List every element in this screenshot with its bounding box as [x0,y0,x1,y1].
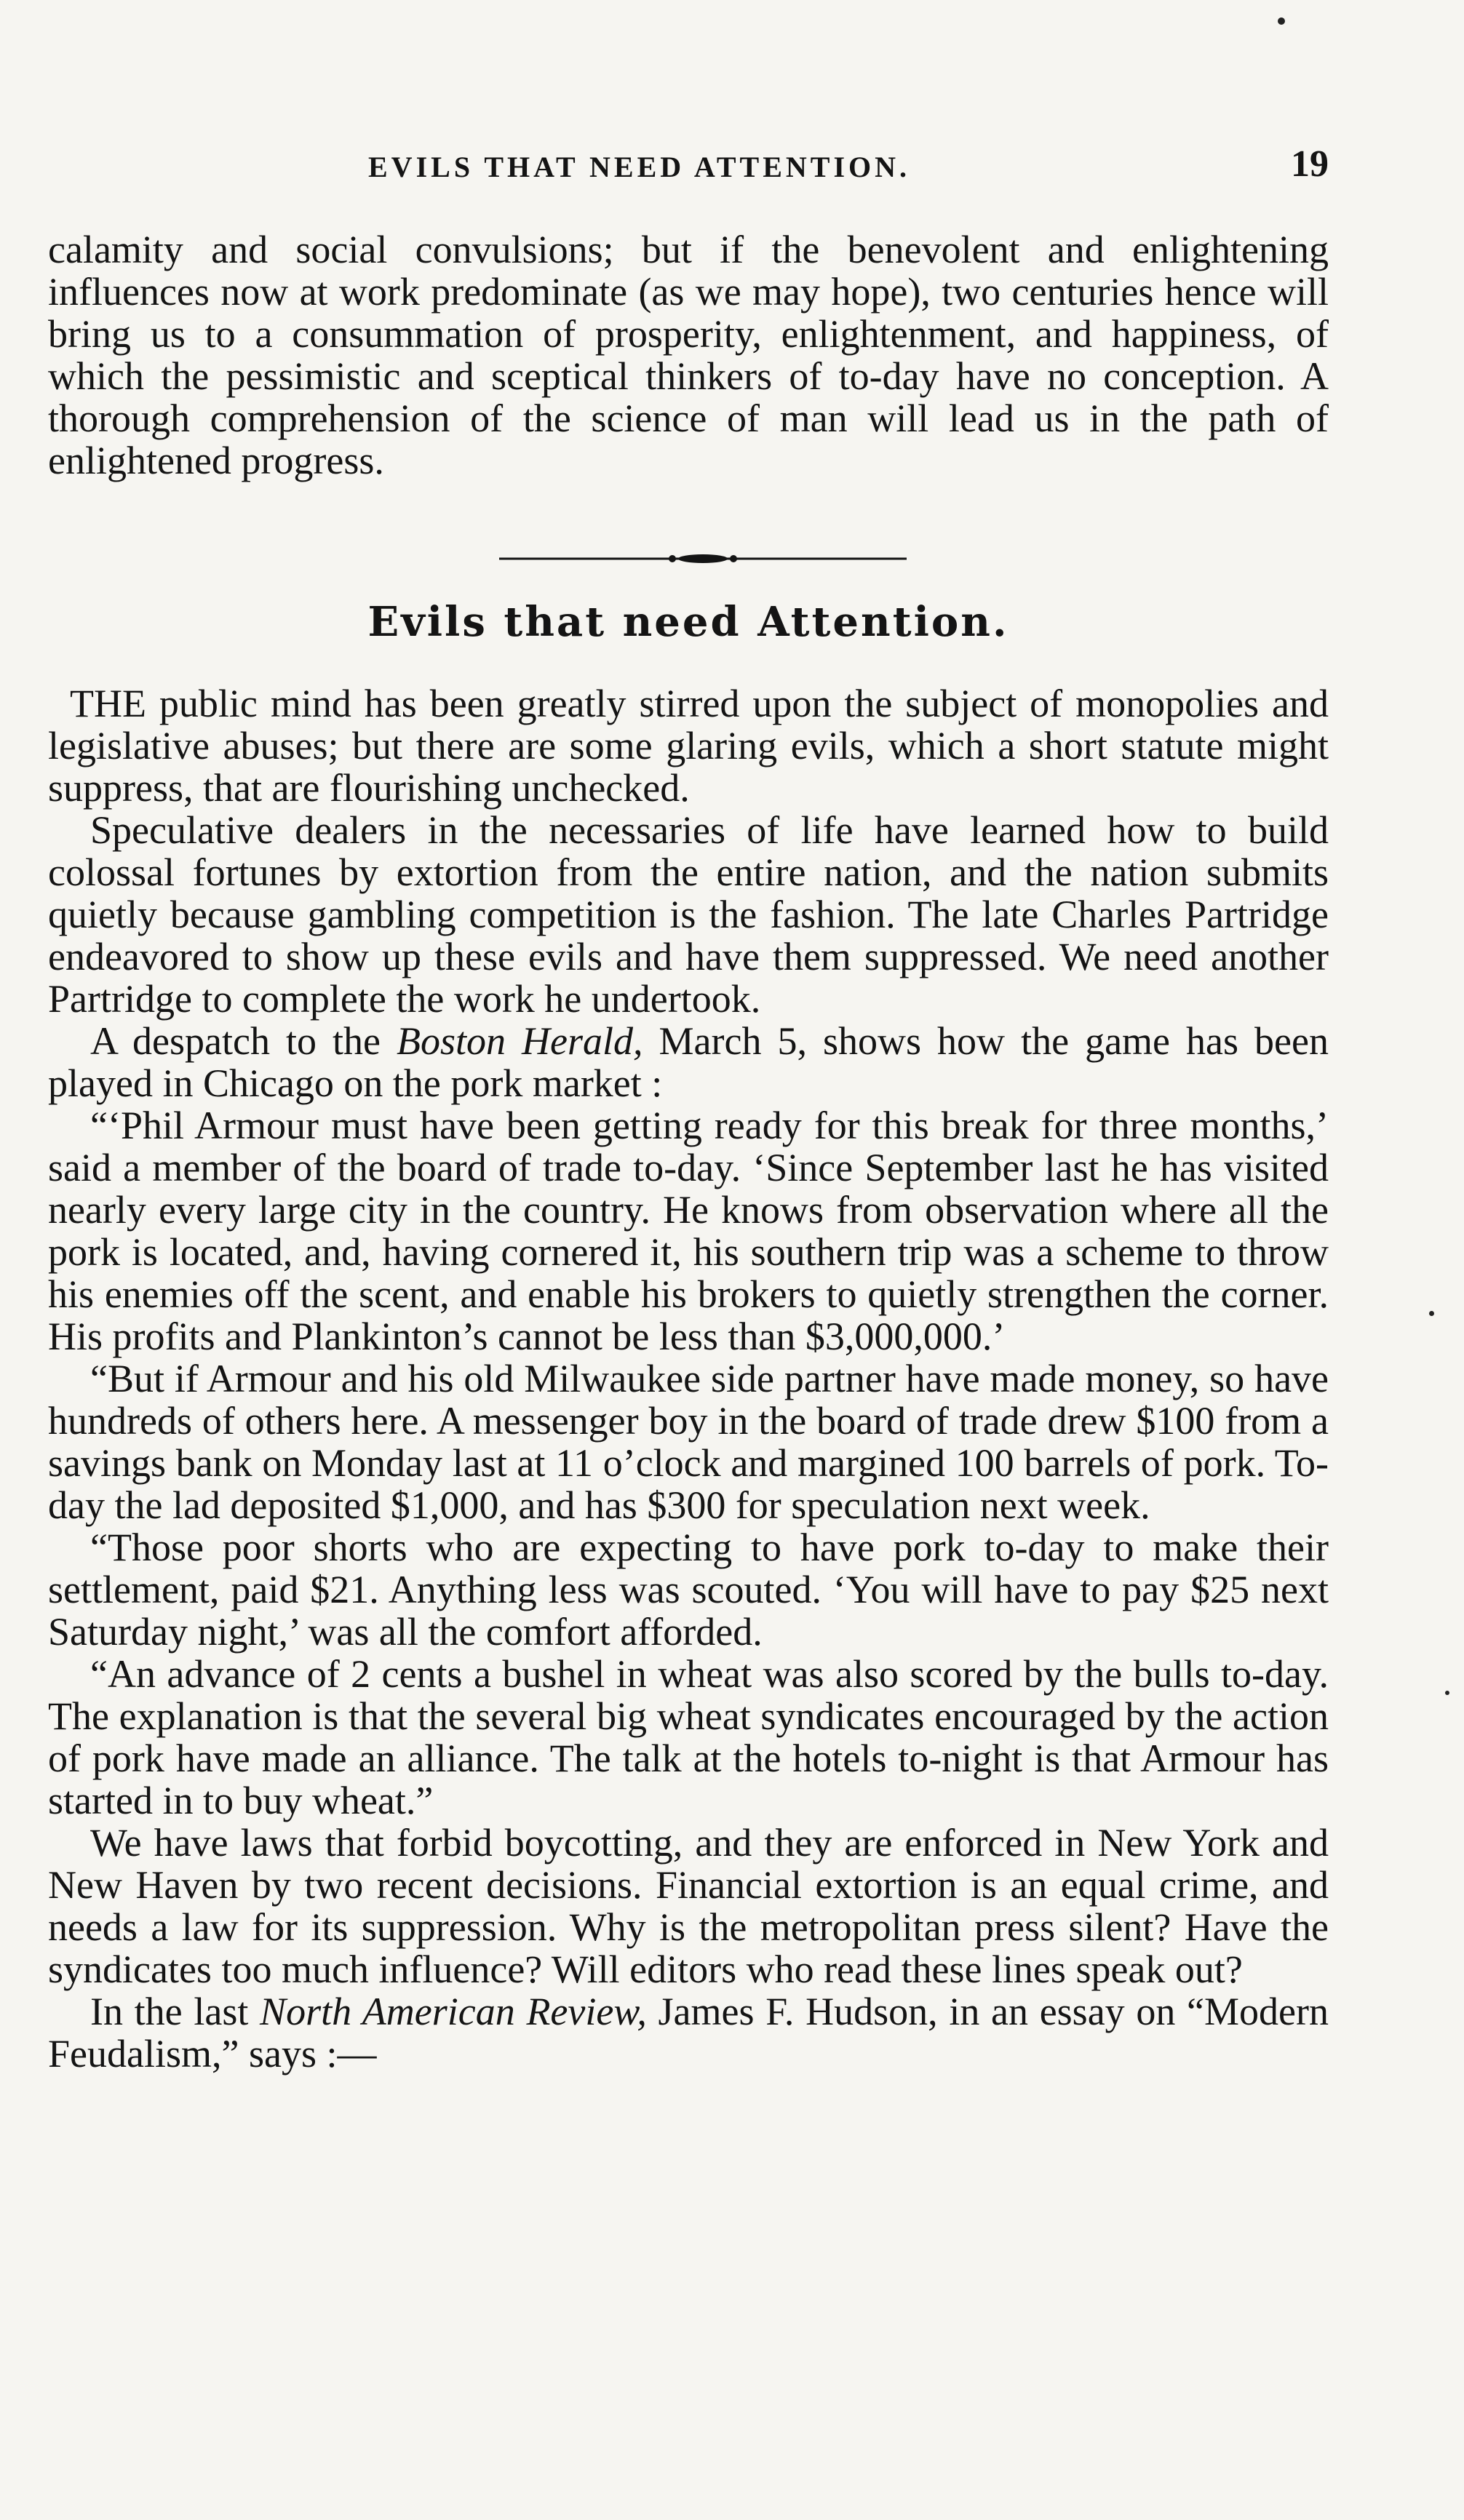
section-body [48,682,1329,2075]
paragraph-1 [48,682,1329,809]
quote-paragraph-2: “But if Armour and his old Milwaukee side partner have made money, so have hundreds of others here. A messenger boy in the board of trade drew $100 from a savings bank on Monday last at 11 o’clock and margined 100 barrels of pork. To-day the lad deposited $1,000, and has $300 for speculation next week. [48,1357,1329,1527]
print-speck [1278,17,1285,25]
paragraph-4: We have laws that forbid boycotting, and they are enforced in New York and New Haven by two recent decisions. Financial extortion is an equal crime, and needs a law for its suppression. Why is the metropolitan press silent? Have the syndicates too much influence? Will editors who read these lines speak out? [48,1821,1329,1991]
paragraph-2: Speculative dealers in the necessaries of life have learned how to build colossal fortunes by extortion from the entire nation, and the nation submits quietly because gambling competition is the fashion. The late Charles Partridge endeavored to show up these evils and have them suppressed. We need another Partridge to complete the work he undertook. [48,808,1329,1021]
paragraph-3-text-a: A despatch to the [90,1019,397,1063]
paragraph-3-newspaper: Boston Herald, [397,1019,643,1063]
paragraph-3-text-b: March 5, shows how the game has been played in Chicago on the pork market : [48,1019,1329,1105]
running-head [48,143,1329,194]
quote-paragraph-4: “An advance of 2 cents a bushel in wheat was also scored by the bulls to-day. The explanation is that the several big wheat syndicates encouraged by the action of pork have made an alliance. The talk at the hotels to-night is that Armour has started in to buy wheat.” [48,1652,1329,1822]
paragraph-3 [48,1020,1329,1104]
paragraph-5-text-b: James F. Hudson, in an essay on “Modern Feudalism,” says :— [48,1990,1329,2076]
paragraph-1-lead: THE [70,682,146,725]
print-speck [1445,1691,1449,1695]
paragraph-1-text: public mind has been greatly stirred upon the subject of monopolies and legislative abuses; but there are some glaring evils, which a short statute might suppress, that are flourishing unchecked. [48,682,1329,810]
intro-block [48,228,1329,482]
section-divider-ornament [499,548,907,570]
paragraph-5-text-a: In the last [90,1990,260,2033]
page-number: 19 [1291,143,1329,185]
print-speck [1429,1311,1434,1316]
book-page [48,0,1329,2520]
running-title: EVILS THAT NEED ATTENTION. [368,151,911,183]
paragraph-5-journal: North American Review, [260,1990,647,2033]
intro-paragraph: calamity and social convulsions; but if the benevolent and enlightening influences now at work predominate (as we may hope), two centuries hence will bring us to a consummation of prosperity, enlightenment, and happiness, of which the pessimistic and sceptical thinkers of to-day have no conception. A thorough comprehension of the science of man will lead us in the path of enlightened progress. [48,228,1329,482]
section-heading: Evils that need Attention. [367,598,1009,646]
paragraph-5 [48,1990,1329,2075]
quote-paragraph-3: “Those poor shorts who are expecting to have pork to-day to make their settlement, paid $21. Anything less was scouted. ‘You will have to pay $25 next Saturday night,’ was all the comfort afforded. [48,1526,1329,1654]
quote-paragraph-1: “‘Phil Armour must have been getting ready for this break for three months,’ said a member of the board of trade to-day. ‘Since September last he has visited nearly every large city in the country. He knows from observation where all the pork is located, and, having cornered it, his southern trip was a scheme to throw his enemies off the scent, and enable his brokers to quietly strengthen the corner. His profits and Plankinton’s cannot be less than $3,000,000.’ [48,1104,1329,1358]
